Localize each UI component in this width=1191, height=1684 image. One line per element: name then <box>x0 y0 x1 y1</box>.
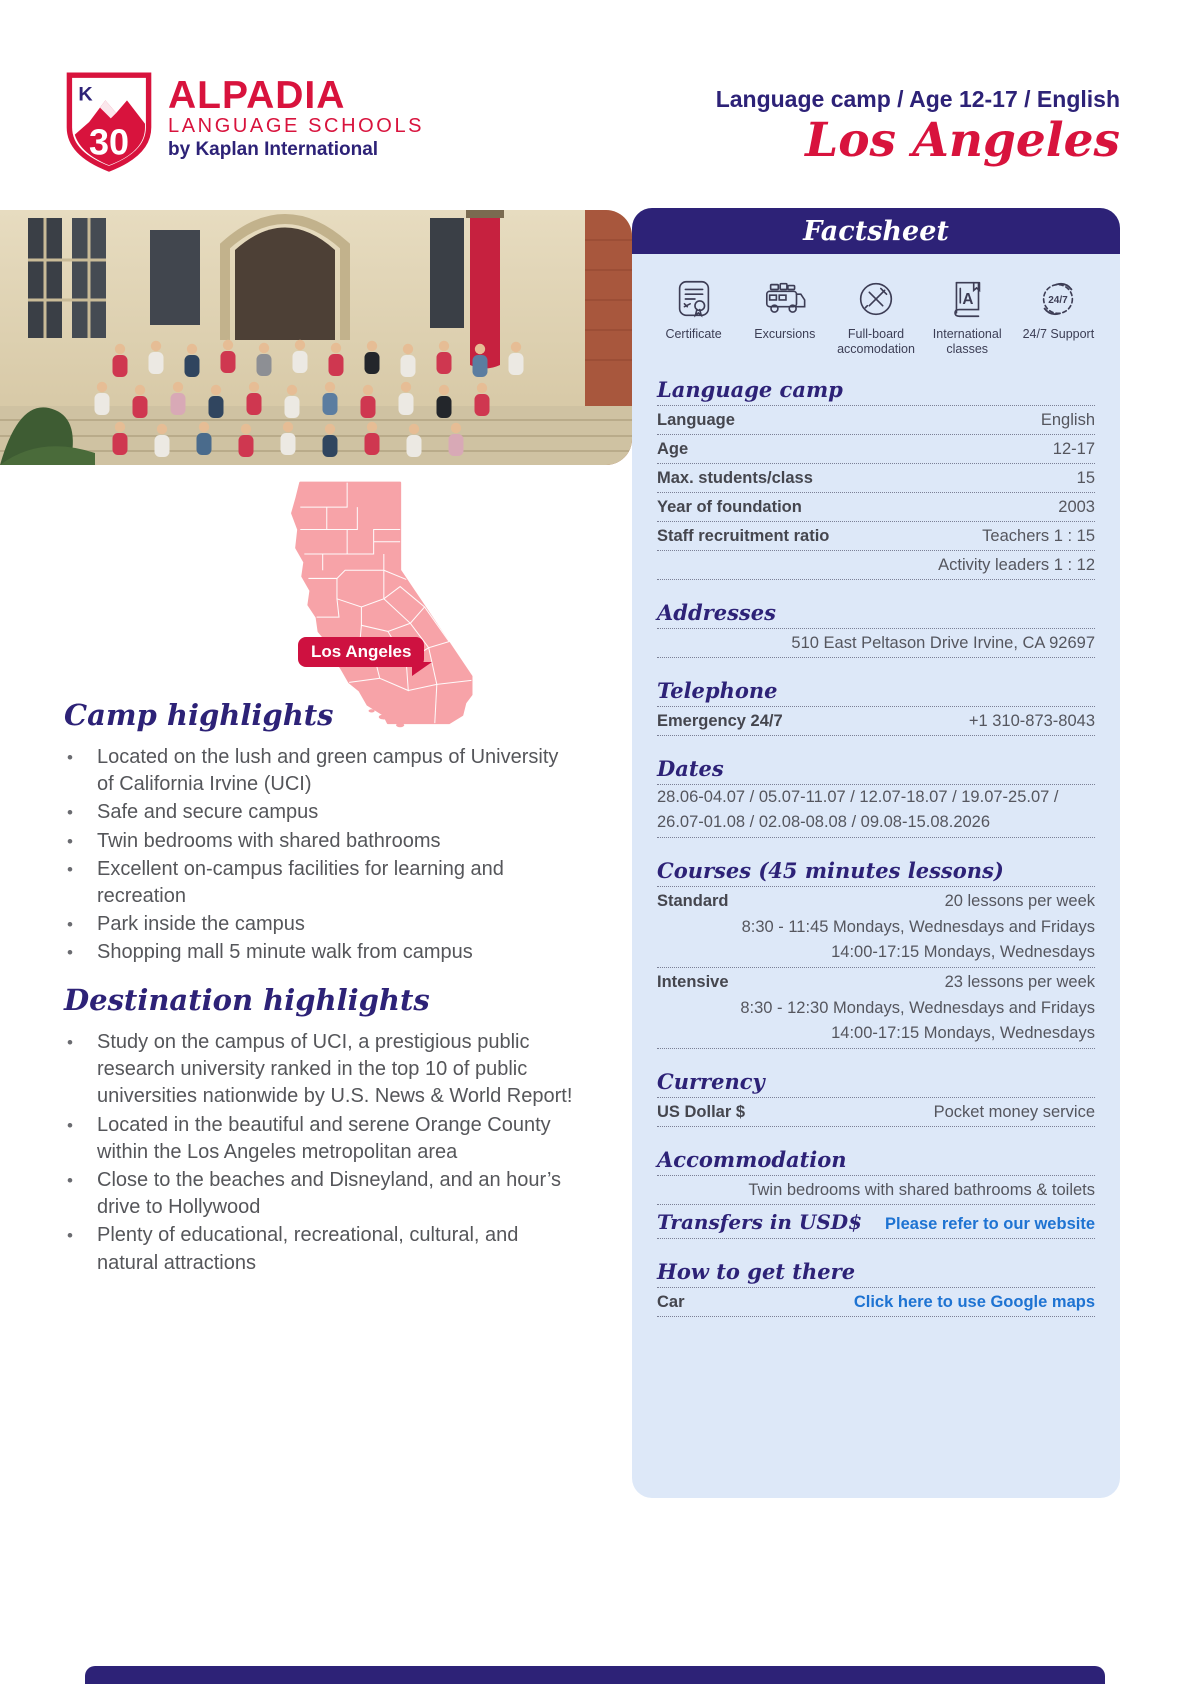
destination-highlights-list <box>64 1029 576 1277</box>
row-emergency <box>657 707 1095 736</box>
feature-label: Full-board accomodation <box>837 327 915 356</box>
feature-label: 24/7 Support <box>1022 327 1095 341</box>
footer-bar <box>85 1666 1105 1684</box>
page-header <box>716 86 1120 167</box>
row-accommodation <box>657 1176 1095 1205</box>
factsheet-title: Factsheet <box>803 215 949 247</box>
book-letter: A <box>962 290 974 308</box>
international-classes-icon <box>944 276 990 322</box>
section-language-camp: Language camp <box>657 377 1095 406</box>
row-value: 12-17 <box>1052 439 1095 458</box>
section-addresses: Addresses <box>657 600 1095 629</box>
row-value: English <box>1040 410 1095 429</box>
camp-subtitle: Language camp / Age 12-17 / English <box>715 86 1120 112</box>
transfers-label: Transfers in USD$ <box>657 1209 863 1234</box>
highlight-item: • Located on the lush and green campus of University of California Irvine (UCI) <box>64 744 576 798</box>
row-label: US Dollar $ <box>657 1102 746 1121</box>
accommodation-value: Twin bedrooms with shared bathrooms & toilets <box>748 1180 1095 1199</box>
highlight-item: • Study on the campus of UCI, a prestigious public research university ranked in the top 10 of public universities nationwide by U.S. News & World Report! <box>64 1029 576 1111</box>
row-label: Emergency 24/7 <box>657 711 783 730</box>
course-name: Intensive <box>657 972 729 991</box>
support-icon <box>1035 276 1081 322</box>
certificate-icon <box>671 276 717 322</box>
logo-subtitle: LANGUAGE SCHOOLS <box>168 115 425 137</box>
logo-byline: by Kaplan International <box>168 139 379 160</box>
factsheet-panel <box>632 208 1120 1498</box>
logo-brand: ALPADIA <box>168 74 346 117</box>
feature-support <box>1013 276 1104 357</box>
row-age <box>657 435 1095 464</box>
row-label: Language <box>657 410 735 429</box>
row-staff-ratio <box>657 522 1095 551</box>
feature-icons-row <box>632 254 1120 357</box>
row-max-students <box>657 464 1095 493</box>
row-language <box>657 406 1095 435</box>
highlight-item: • Park inside the campus <box>64 911 576 938</box>
camp-highlights-list <box>64 744 576 967</box>
logo-30: 30 <box>88 121 130 163</box>
standard-time-1: 8:30 - 11:45 Mondays, Wednesdays and Fridays <box>741 917 1095 936</box>
highlight-item: • Safe and secure campus <box>64 799 576 826</box>
highlight-item: • Close to the beaches and Disneyland, and an hour’s drive to Hollywood <box>64 1167 576 1221</box>
camp-highlights-title: Camp highlights <box>64 698 334 732</box>
row-activity-leaders <box>657 551 1095 580</box>
row-value: Activity leaders 1 : 12 <box>938 555 1095 574</box>
map-label-los-angeles: Los Angeles <box>298 637 424 667</box>
row-car <box>657 1288 1095 1317</box>
row-label: Age <box>657 439 689 458</box>
section-courses: Courses (45 minutes lessons) <box>657 858 1095 887</box>
row-value: Pocket money service <box>933 1102 1095 1121</box>
factsheet-body <box>632 377 1120 1317</box>
row-address <box>657 629 1095 658</box>
course-lessons: 20 lessons per week <box>944 891 1095 910</box>
feature-full-board <box>830 276 921 357</box>
dates-line-2: 26.07-01.08 / 02.08-08.08 / 09.08-15.08.2026 <box>657 810 1095 838</box>
feature-label: Certificate <box>665 327 722 341</box>
full-board-icon <box>853 276 899 322</box>
row-value: Teachers 1 : 15 <box>982 526 1095 545</box>
standard-time-2: 14:00-17:15 Mondays, Wednesdays <box>657 940 1095 968</box>
intensive-time-1: 8:30 - 12:30 Mondays, Wednesdays and Fridays <box>740 998 1095 1017</box>
alpadia-logo <box>64 70 424 174</box>
highlight-item: • Excellent on-campus facilities for learning and recreation <box>64 856 576 910</box>
feature-international-classes <box>922 276 1013 357</box>
destination-highlights-section <box>64 983 576 1278</box>
campus-group-photo <box>0 210 632 465</box>
row-year-foundation <box>657 493 1095 522</box>
course-name: Standard <box>657 891 729 910</box>
row-intensive <box>657 968 1095 996</box>
row-standard <box>657 887 1095 915</box>
logo-shield-icon <box>64 70 154 174</box>
address-value: 510 East Peltason Drive Irvine, CA 92697 <box>791 633 1095 652</box>
course-lessons: 23 lessons per week <box>944 972 1095 991</box>
section-currency: Currency <box>657 1069 1095 1098</box>
highlight-item: • Located in the beautiful and serene Orange County within the Los Angeles metropolitan area <box>64 1112 576 1166</box>
row-transfers <box>657 1205 1095 1239</box>
support-text: 24/7 <box>1048 294 1069 306</box>
row-label: Year of foundation <box>657 497 802 516</box>
feature-label: International classes <box>932 327 1002 356</box>
highlight-item: • Shopping mall 5 minute walk from campus <box>64 939 576 966</box>
page-title: Los Angeles <box>805 113 1120 168</box>
row-label: Car <box>657 1292 685 1311</box>
row-value: 15 <box>1076 468 1095 487</box>
logo-k: K <box>78 83 93 106</box>
row-value: 2003 <box>1058 497 1095 516</box>
row-label: Staff recruitment ratio <box>657 526 830 545</box>
factsheet-header <box>632 208 1120 254</box>
destination-highlights-title: Destination highlights <box>64 983 430 1017</box>
row-label: Max. students/class <box>657 468 813 487</box>
section-dates: Dates <box>657 756 1095 785</box>
highlight-item: • Twin bedrooms with shared bathrooms <box>64 828 576 855</box>
excursions-icon <box>762 276 808 322</box>
section-telephone: Telephone <box>657 678 1095 707</box>
feature-excursions <box>739 276 830 357</box>
dates-line-1: 28.06-04.07 / 05.07-11.07 / 12.07-18.07 / 19.07-25.07 / <box>657 787 1059 806</box>
camp-highlights-section <box>64 698 576 968</box>
highlight-item: • Plenty of educational, recreational, cultural, and natural attractions <box>64 1222 576 1276</box>
google-maps-link[interactable]: Click here to use Google maps <box>853 1292 1095 1311</box>
feature-label: Excursions <box>754 327 816 341</box>
section-accommodation: Accommodation <box>657 1147 1095 1176</box>
feature-certificate <box>648 276 739 357</box>
row-currency <box>657 1098 1095 1127</box>
phone-number: +1 310-873-8043 <box>968 711 1095 730</box>
intensive-time-2: 14:00-17:15 Mondays, Wednesdays <box>657 1021 1095 1049</box>
section-how-to-get-there: How to get there <box>657 1259 1095 1288</box>
website-link[interactable]: Please refer to our website <box>885 1214 1095 1233</box>
